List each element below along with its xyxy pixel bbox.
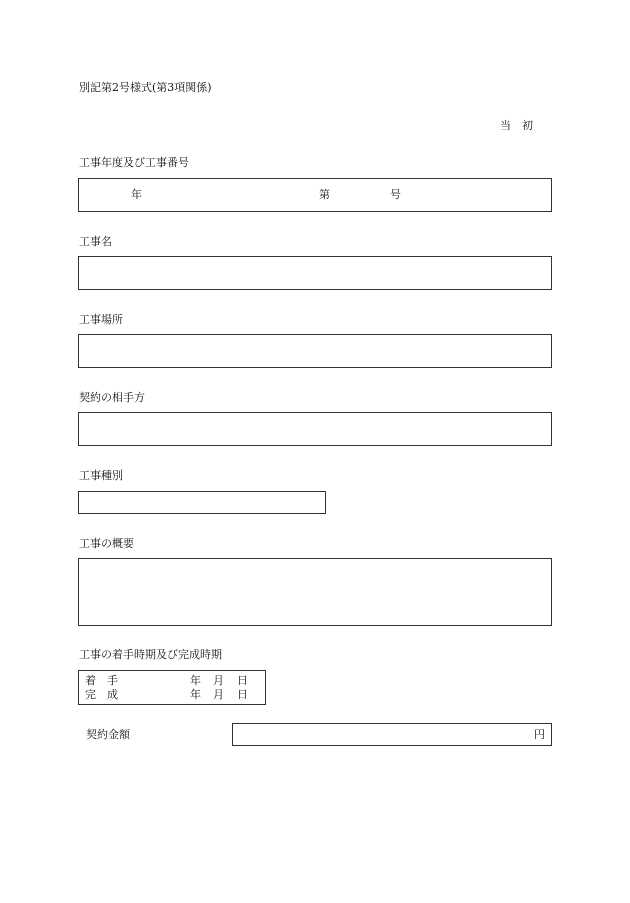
construction-summary-field[interactable] — [78, 558, 552, 626]
name-label: 工事名 — [79, 235, 112, 248]
contractor-field[interactable] — [78, 412, 552, 446]
year-suffix: 年 — [131, 188, 142, 201]
period-table — [78, 670, 266, 705]
number-prefix: 第 — [319, 188, 330, 201]
period-row-complete[interactable] — [79, 688, 265, 702]
amount-label: 契約金額 — [86, 728, 130, 741]
complete-year-suffix: 年 — [190, 688, 201, 701]
contract-amount-field[interactable] — [232, 723, 552, 746]
construction-number-field[interactable] — [78, 178, 552, 212]
summary-label: 工事の概要 — [79, 537, 134, 550]
construction-location-field[interactable] — [78, 334, 552, 368]
status-label: 当 初 — [500, 119, 533, 132]
complete-label: 完 成 — [85, 688, 118, 701]
complete-day-suffix: 日 — [237, 688, 248, 701]
number-label: 工事年度及び工事番号 — [79, 156, 189, 169]
contractor-label: 契約の相手方 — [79, 391, 145, 404]
form-title: 別記第2号様式(第3項関係) — [79, 81, 212, 94]
start-year-suffix: 年 — [190, 674, 201, 687]
number-suffix: 号 — [390, 188, 401, 201]
complete-month-suffix: 月 — [213, 688, 224, 701]
start-label: 着 手 — [85, 674, 118, 687]
start-day-suffix: 日 — [237, 674, 248, 687]
construction-name-field[interactable] — [78, 256, 552, 290]
period-label: 工事の着手時期及び完成時期 — [79, 648, 222, 661]
start-month-suffix: 月 — [213, 674, 224, 687]
yen-unit: 円 — [534, 728, 545, 741]
location-label: 工事場所 — [79, 313, 123, 326]
type-label: 工事種別 — [79, 469, 123, 482]
construction-type-field[interactable] — [78, 491, 326, 514]
period-row-start[interactable] — [79, 674, 265, 688]
